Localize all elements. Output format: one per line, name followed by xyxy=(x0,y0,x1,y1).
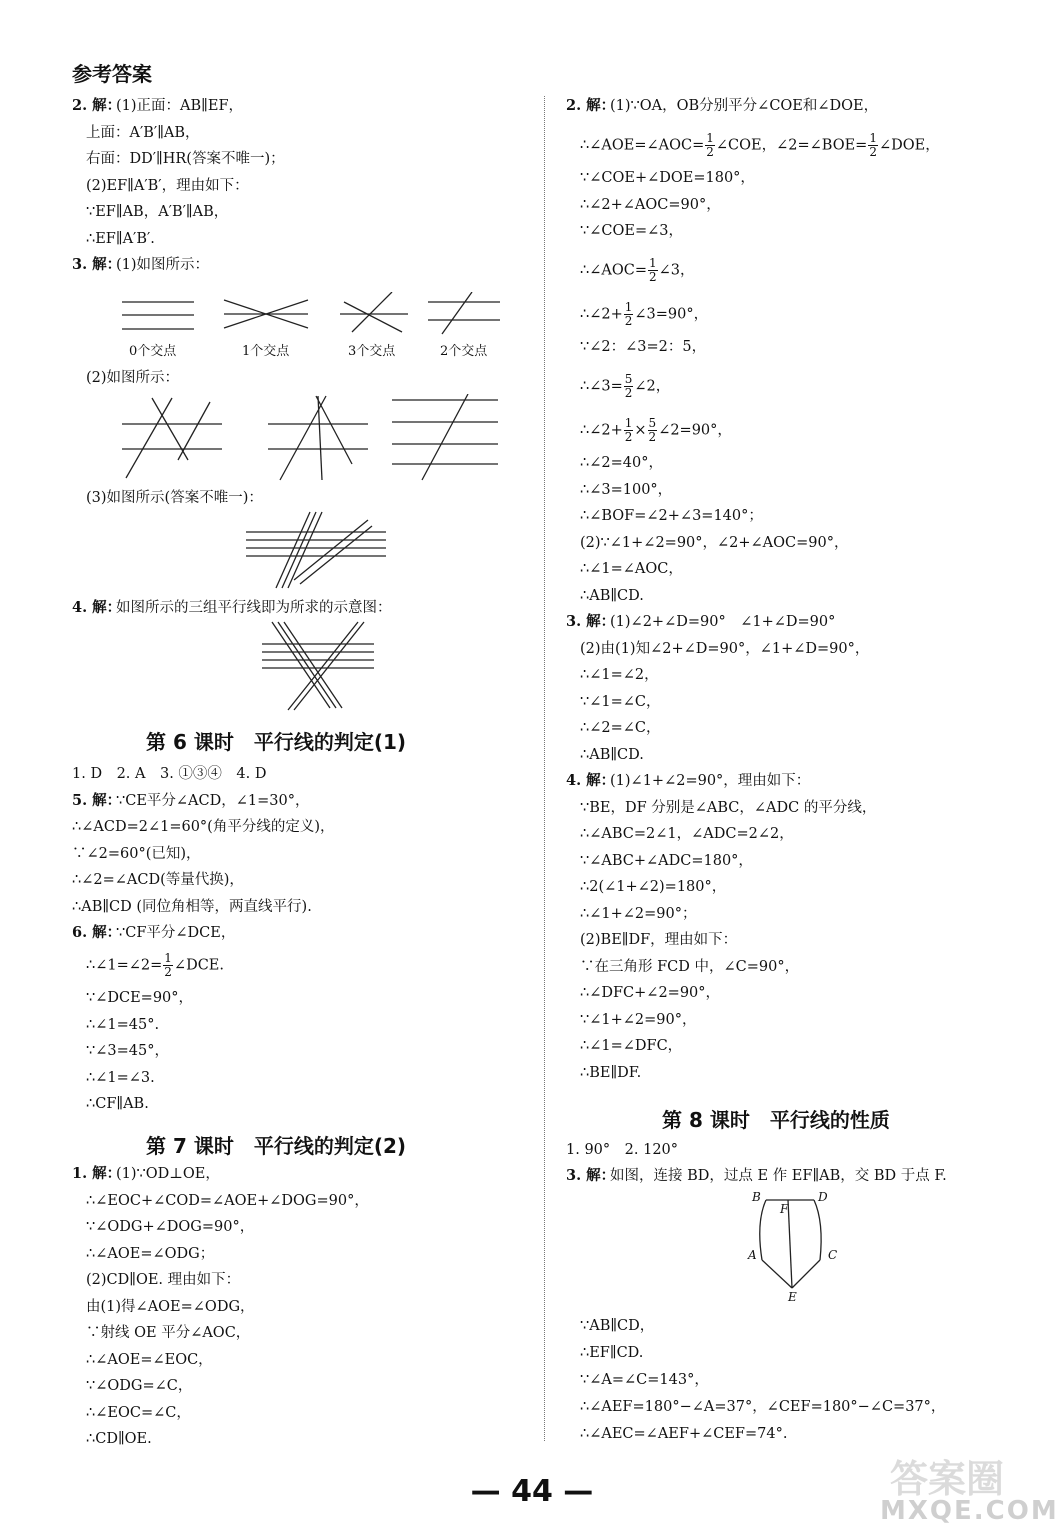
r-q3: ∴∠2=∠C， xyxy=(580,720,661,736)
sec6-line-1-label: 5. 解： xyxy=(72,791,122,809)
section-8-title: 第 8 课时 平行线的性质 xyxy=(662,1108,890,1132)
r-q4: ∴∠DFC+∠2=90°， xyxy=(580,985,721,1001)
left-line-6: (1)如图所示： xyxy=(116,257,210,273)
fraction: $\frac{5}{2}$ xyxy=(648,416,657,444)
r-q3: (2)由(1)知∠2+∠D=90°，∠1+∠D=90°， xyxy=(580,640,870,657)
label-e: E xyxy=(788,1290,797,1304)
r-q2-rest: ∴∠BOF=∠2+∠3=140°； xyxy=(580,508,763,524)
r-q3-0: (1)∠2+∠D=90° ∠1+∠D=90° xyxy=(610,614,836,630)
r-q2-frac4: ∴∠3= $\frac{5}{2}$ ∠2， xyxy=(580,372,671,400)
r-q4: ∵∠ABC+∠ADC=180°， xyxy=(580,852,753,869)
left-line-0-label: 2. 解： xyxy=(72,97,122,114)
r-q8-3-1: ∴EF∥CD. xyxy=(580,1345,644,1361)
q6-frac-line: ∴∠1=∠2= $\frac{1}{2}$ ∠DCE. xyxy=(86,951,224,979)
sec7-line-3: ∴∠AOE=∠ODG； xyxy=(86,1245,215,1262)
caption-3: 3个交点 xyxy=(348,344,396,359)
sec7-line-9: ∴∠EOC=∠C， xyxy=(86,1404,191,1421)
q4-text: 如图所示的三组平行线即为所求的示意图： xyxy=(116,600,392,616)
sec6-line-1: ∵CE平分∠ACD，∠1=30°， xyxy=(116,792,310,809)
r-q4: ∴BE∥DF. xyxy=(580,1064,642,1081)
sec8-q3-label: 3. 解： xyxy=(566,1167,616,1184)
fraction: $\frac{1}{2}$ xyxy=(164,951,172,979)
sec7-line-1: ∴∠EOC+∠COD=∠AOE+∠DOG=90°， xyxy=(86,1192,369,1209)
r-q2-first: (1)∵OA，OB分别平分∠COE和∠DOE， xyxy=(610,98,879,114)
sec7-line-10: ∴CD∥OE. xyxy=(86,1431,152,1447)
r-q2-rest: ∴∠2=40°， xyxy=(580,455,663,471)
r-q4: ∵在三角形 FCD 中，∠C=90°， xyxy=(580,958,800,975)
sec7-line-8: ∵∠ODG=∠C， xyxy=(86,1378,193,1394)
figure-q3-part3 xyxy=(242,510,392,594)
caption-1: 1个交点 xyxy=(242,344,290,359)
sec7-line-4: (2)CD∥OE. 理由如下： xyxy=(86,1272,241,1288)
r-q4: ∴∠ABC=2∠1，∠ADC=2∠2， xyxy=(580,826,794,842)
r-q3-0-label: 3. 解： xyxy=(566,613,616,630)
r-q2-rest: ∴AB∥CD. xyxy=(580,587,644,604)
r-q2-l8: ∵∠2：∠3=2：5， xyxy=(580,339,707,355)
r-q4-0: (1)∠1+∠2=90°，理由如下： xyxy=(610,773,811,789)
page-header: 参考答案 xyxy=(72,62,152,86)
sec7-line-0-label: 1. 解： xyxy=(72,1165,122,1182)
r-q4: ∵BE，DF 分别是∠ABC，∠ADC 的平分线， xyxy=(580,799,877,816)
sec6-line-3: ∵∠2=60°(已知)， xyxy=(72,845,201,862)
r-q2-frac3: ∴∠2+ $\frac{1}{2}$ ∠3=90°， xyxy=(580,300,709,328)
q4-label: 4. 解： xyxy=(72,599,122,616)
sec7-line-5: 由(1)得∠AOE=∠ODG， xyxy=(86,1298,255,1315)
sec7-line-6: ∵射线 OE 平分∠AOC， xyxy=(86,1325,251,1341)
q3-part3: (3)如图所示(答案不唯一)： xyxy=(86,490,263,506)
r-q2-frac2: ∴∠AOC= $\frac{1}{2}$ ∠3， xyxy=(580,256,695,284)
r-q3: ∴AB∥CD. xyxy=(580,746,644,763)
left-line-4: ∵EF∥AB，A′B′∥AB， xyxy=(86,204,229,220)
q6-rest-0: ∵∠DCE=90°， xyxy=(86,990,194,1006)
left-line-1: 上面：A′B′∥AB， xyxy=(86,124,200,141)
r-q2-l3: ∵∠COE+∠DOE=180°， xyxy=(580,170,755,186)
q6-rest-4: ∴CF∥AB. xyxy=(86,1096,149,1112)
sec6-line-2: ∴∠ACD=2∠1=60°(角平分线的定义)， xyxy=(72,819,335,835)
sec6-line-5: ∴AB∥CD (同位角相等，两直线平行). xyxy=(72,898,312,915)
fraction: $\frac{1}{2}$ xyxy=(624,416,633,444)
q3-part2: (2)如图所示： xyxy=(86,370,180,386)
left-line-0: (1)正面：AB∥EF， xyxy=(116,98,244,114)
sec6-line-4: ∴∠2=∠ACD(等量代换)， xyxy=(72,872,244,888)
r-q4: ∴∠1=∠DFC， xyxy=(580,1038,683,1054)
sec8-answers: 1. 90° 2. 120° xyxy=(566,1142,679,1158)
r-q2-first-label: 2. 解： xyxy=(566,97,616,114)
crossed-lines-figure xyxy=(242,510,392,590)
sec8-q3-text: 如图，连接 BD，过点 E 作 EF∥AB，交 BD 于点 F. xyxy=(610,1168,947,1184)
watermark-url: MXQE.COM xyxy=(880,1496,1059,1526)
figure-parallel-sets xyxy=(112,394,512,488)
q6-rest-2: ∵∠3=45°， xyxy=(86,1043,169,1059)
three-parallel-sets-figure xyxy=(258,620,378,712)
r-q4: ∴∠1+∠2=90°； xyxy=(580,905,697,922)
r-q2-frac5: ∴∠2+ $\frac{1}{2}$ × $\frac{5}{2}$ ∠2=90°， xyxy=(580,416,732,444)
label-b: B xyxy=(752,1190,761,1204)
r-q4: ∵∠1+∠2=90°， xyxy=(580,1011,697,1028)
parallel-set-figures xyxy=(112,394,512,484)
r-q4: ∴2(∠1+∠2)=180°， xyxy=(580,879,727,895)
sec7-line-2: ∵∠ODG+∠DOG=90°， xyxy=(86,1219,255,1235)
sec6-line-6-label: 6. 解： xyxy=(72,924,122,941)
label-d: D xyxy=(818,1190,828,1204)
left-line-2: 右面：DD′∥HR(答案不唯一)； xyxy=(86,151,285,167)
left-line-6-label: 3. 解： xyxy=(72,256,122,273)
fraction: $\frac{1}{2}$ xyxy=(706,131,714,159)
r-q8-3-4: ∴∠AEC=∠AEF+∠CEF=74°. xyxy=(580,1426,788,1442)
left-line-3: (2)EF∥A′B′，理由如下： xyxy=(86,177,249,194)
r-q3: ∴∠1=∠2， xyxy=(580,667,659,683)
label-f: F xyxy=(780,1202,789,1216)
r-q2-l5: ∵∠COE=∠3， xyxy=(580,223,683,239)
fraction: $\frac{5}{2}$ xyxy=(624,372,633,400)
figure-q4 xyxy=(258,620,378,716)
figure-intersections xyxy=(112,292,512,346)
sec6-line-0: 1. D 2. A 3. ①③④ 4. D xyxy=(72,766,267,782)
r-q8-3-0: ∵AB∥CD， xyxy=(580,1318,655,1334)
fraction: $\frac{1}{2}$ xyxy=(869,131,877,159)
watermark-logo: 答案圈 xyxy=(890,1457,1005,1501)
r-q2-l4: ∴∠2+∠AOC=90°， xyxy=(580,196,721,213)
q6-rest-1: ∴∠1=45°. xyxy=(86,1016,160,1033)
section-7-title: 第 7 课时 平行线的判定(2) xyxy=(146,1134,407,1158)
left-line-5: ∴EF∥A′B′. xyxy=(86,230,155,247)
fraction: $\frac{1}{2}$ xyxy=(624,300,633,328)
r-q4: (2)BE∥DF，理由如下： xyxy=(580,932,738,948)
label-c: C xyxy=(828,1248,838,1262)
intersection-figures xyxy=(112,292,512,342)
caption-2: 2个交点 xyxy=(440,344,488,359)
r-q2-rest: ∴∠1=∠AOC， xyxy=(580,561,683,577)
r-q4-0-label: 4. 解： xyxy=(566,772,616,789)
label-a: A xyxy=(748,1248,757,1262)
q6-rest-3: ∴∠1=∠3. xyxy=(86,1069,155,1086)
page-number: — 44 — xyxy=(470,1474,594,1509)
r-q3: ∵∠1=∠C， xyxy=(580,693,661,710)
fraction: $\frac{1}{2}$ xyxy=(648,256,657,284)
figure-bfdace xyxy=(748,1190,852,1316)
section-6-title: 第 6 课时 平行线的判定(1) xyxy=(146,730,407,754)
r-q2-rest: ∴∠3=100°， xyxy=(580,481,673,498)
r-q2-frac1: ∴∠AOE=∠AOC= $\frac{1}{2}$ ∠COE，∠2=∠BOE= $\frac{1}{2}$ ∠DOE， xyxy=(580,131,940,159)
r-q8-3-2: ∵∠A=∠C=143°， xyxy=(580,1372,709,1388)
watermark xyxy=(880,1448,1059,1528)
column-divider xyxy=(544,96,546,1441)
r-q2-rest: (2)∵∠1+∠2=90°，∠2+∠AOC=90°， xyxy=(580,534,849,551)
r-q8-3-3: ∴∠AEF=180°−∠A=37°，∠CEF=180°−∠C=37°， xyxy=(580,1399,946,1415)
sec6-line-6: ∵CF平分∠DCE， xyxy=(116,925,236,941)
caption-0: 0个交点 xyxy=(129,344,177,359)
sec7-line-0: (1)∵OD⊥OE， xyxy=(116,1166,220,1182)
sec7-line-7: ∴∠AOE=∠EOC， xyxy=(86,1351,213,1368)
